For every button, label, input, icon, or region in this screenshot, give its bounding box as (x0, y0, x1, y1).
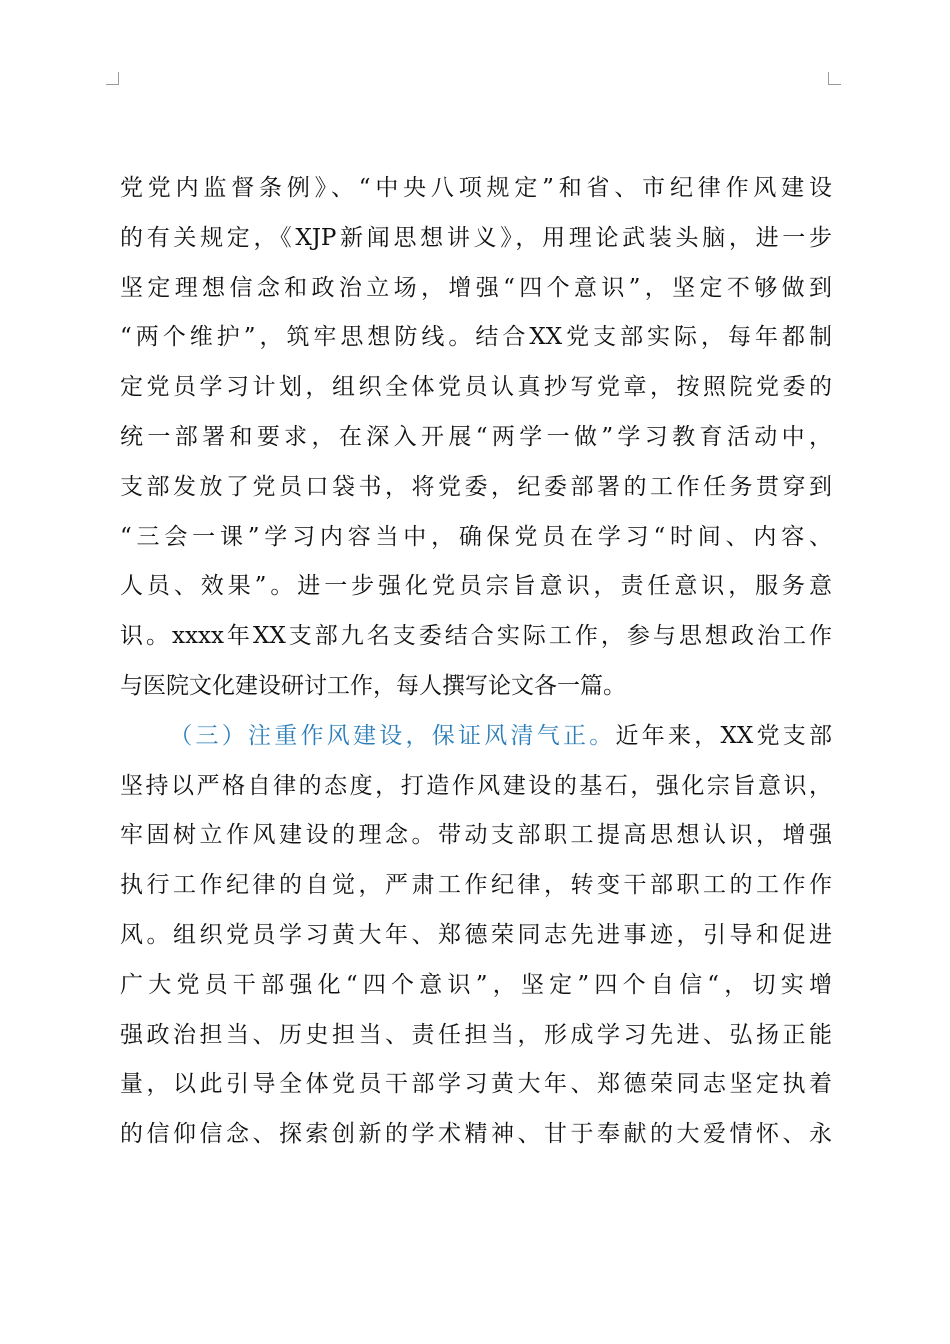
paragraph-line: 定党员学习计划，组织全体党员认真抄写党章，按照院党委的 (120, 374, 832, 401)
paragraph-line: 的信仰信念、探索创新的学术精神、甘于奉献的大爱情怀、永 (120, 1121, 832, 1148)
paragraph-line: “三会一课”学习内容当中，确保党员在学习“时间、内容、 (120, 523, 832, 550)
paragraph-line: 牢固树立作风建设的理念。带动支部职工提高思想认识，增强 (120, 822, 832, 849)
paragraph-line: 强政治担当、历史担当、责任担当，形成学习先进、弘扬正能 (120, 1021, 832, 1048)
paragraph-line: 量，以此引导全体党员干部学习黄大年、郑德荣同志坚定执着 (120, 1071, 832, 1098)
paragraph-line: 党党内监督条例》、“中央八项规定”和省、市纪律作风建设 (120, 175, 832, 201)
paragraph-line: 坚持以严格自律的态度，打造作风建设的基石，强化宗旨意识， (120, 772, 832, 799)
paragraph-line: 执行工作纪律的自觉，严肃工作纪律，转变干部职工的工作作 (120, 872, 832, 899)
section-3-first-line-text: 近年来，XX党支部 (615, 722, 832, 749)
crop-mark-top-left (106, 72, 119, 85)
crop-mark-top-right (828, 72, 841, 85)
paragraph-line: 与医院文化建设研讨工作，每人撰写论文各一篇。 (120, 672, 626, 699)
body-text (120, 164, 832, 1160)
paragraph-line: 广大党员干部强化“四个意识”，坚定”四个自信“，切实增 (120, 971, 832, 998)
paragraph-line: 支部发放了党员口袋书，将党委，纪委部署的工作任务贯穿到 (120, 473, 832, 500)
paragraph-line: 人员、效果”。进一步强化党员宗旨意识，责任意识，服务意 (120, 573, 832, 600)
paragraph-line: 坚定理想信念和政治立场，增强“四个意识”，坚定不够做到 (120, 274, 832, 301)
paragraph-line: 统一部署和要求，在深入开展“两学一做”学习教育活动中， (120, 423, 832, 450)
paragraph-line: “两个维护”，筑牢思想防线。结合XX党支部实际，每年都制 (120, 324, 832, 351)
section-3-heading: （三）注重作风建设，保证风清气正。 (166, 722, 616, 749)
paragraph-line: 识。xxxx年XX支部九名支委结合实际工作，参与思想政治工作 (120, 623, 832, 650)
section-3-first-line (120, 712, 832, 762)
paragraph-line: 的有关规定，《XJP新闻思想讲义》，用理论武装头脑，进一步 (120, 224, 832, 251)
paragraph-line: 风。组织党员学习黄大年、郑德荣同志先进事迹，引导和促进 (120, 921, 832, 948)
